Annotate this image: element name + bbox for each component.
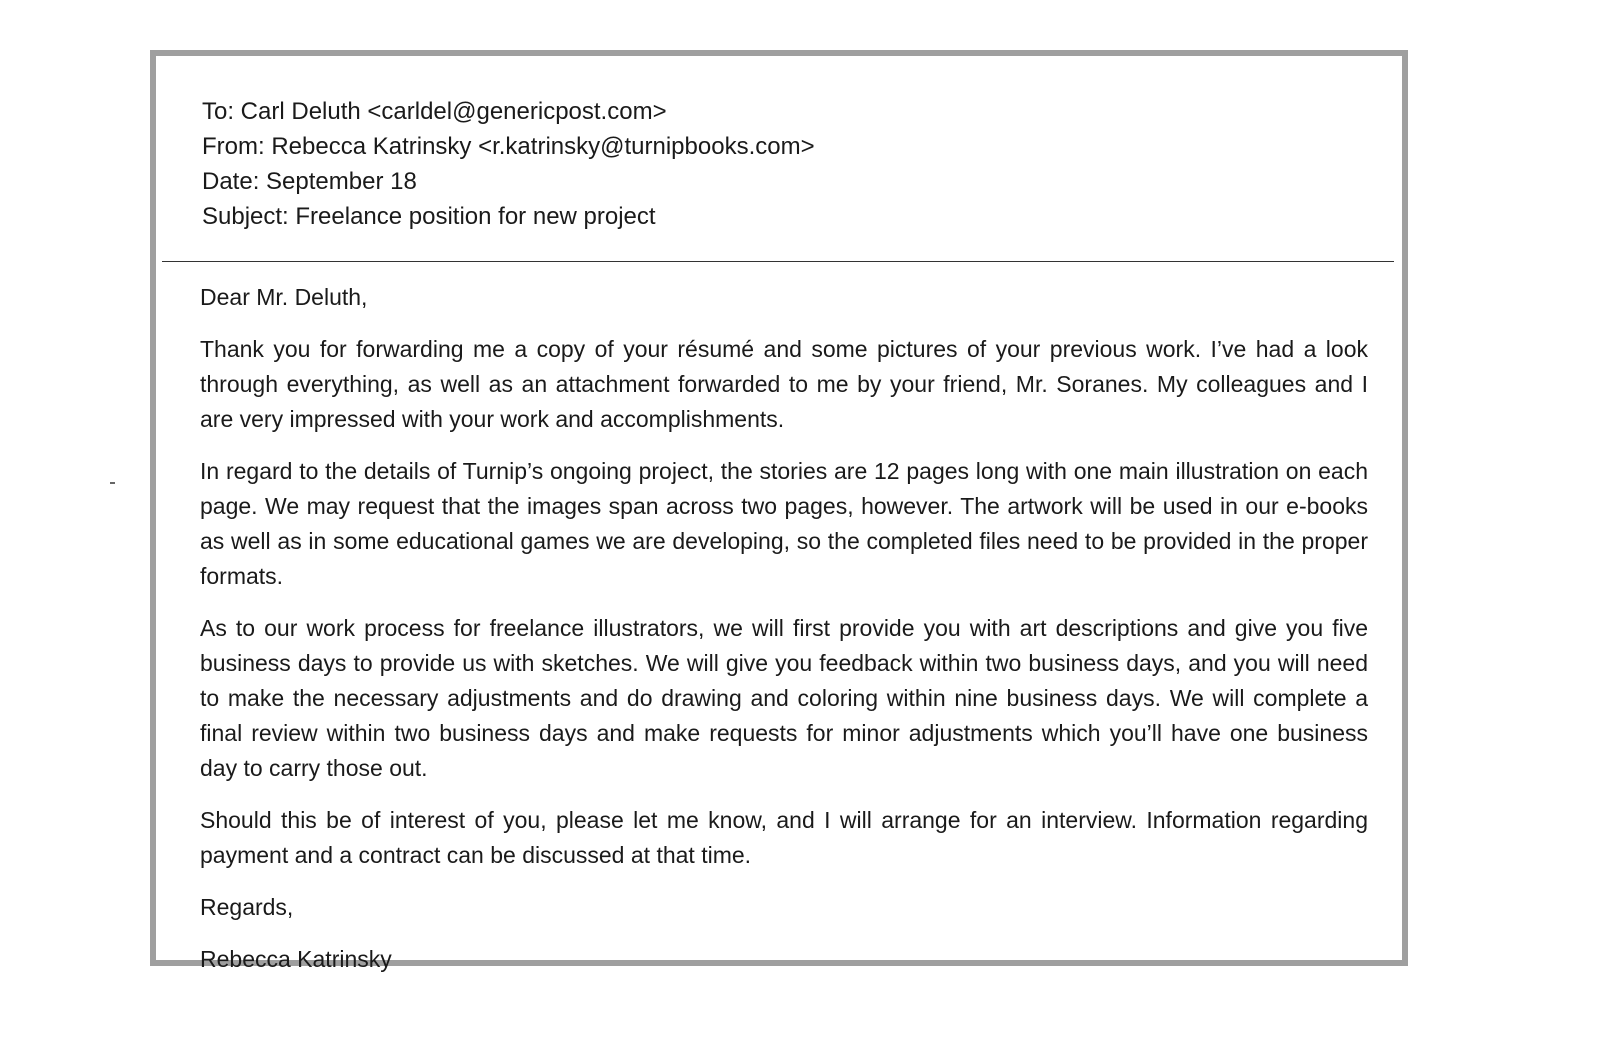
subject-line: Subject: Freelance position for new project — [202, 203, 656, 230]
email-header — [202, 94, 1362, 234]
stray-scan-mark — [110, 482, 115, 484]
email-frame — [150, 50, 1408, 972]
greeting: Dear Mr. Deluth, — [200, 284, 368, 310]
to-line: To: Carl Deluth <carldel@genericpost.com> — [202, 98, 667, 125]
date-line: Date: September 18 — [202, 168, 417, 195]
from-line: From: Rebecca Katrinsky <r.katrinsky@turnipbooks.com> — [202, 133, 815, 160]
email-body — [200, 280, 1368, 977]
body-paragraph: Should this be of interest of you, please let me know, and I will arrange for an interview. Information regarding payment and a contract can be discussed at that time. — [200, 807, 1368, 868]
body-paragraph: As to our work process for freelance illustrators, we will first provide you with art descriptions and give you five business days to provide us with sketches. We will give you feedback within two business days, and you will need to make the necessary adjustments and do drawing and coloring within nine business days. We will complete a final review within two business days and make requests for minor adjustments which you’ll have one business day to carry those out. — [200, 615, 1368, 781]
closing: Regards, — [200, 894, 294, 920]
body-paragraph: Thank you for forwarding me a copy of your résumé and some pictures of your previous work. I’ve had a look through everything, as well as an attachment forwarded to me by your friend, Mr. Soranes. My colleagues and I are very impressed with your work and accomplishments. — [200, 336, 1368, 432]
body-paragraph: In regard to the details of Turnip’s ongoing project, the stories are 12 pages long with one main illustration on each page. We may request that the images span across two pages, however. The artwork will be used in our e-books as well as in some educational games we are developing, so the completed files need to be provided in the proper formats. — [200, 458, 1368, 589]
header-divider — [162, 261, 1394, 262]
signature: Rebecca Katrinsky — [200, 946, 392, 972]
